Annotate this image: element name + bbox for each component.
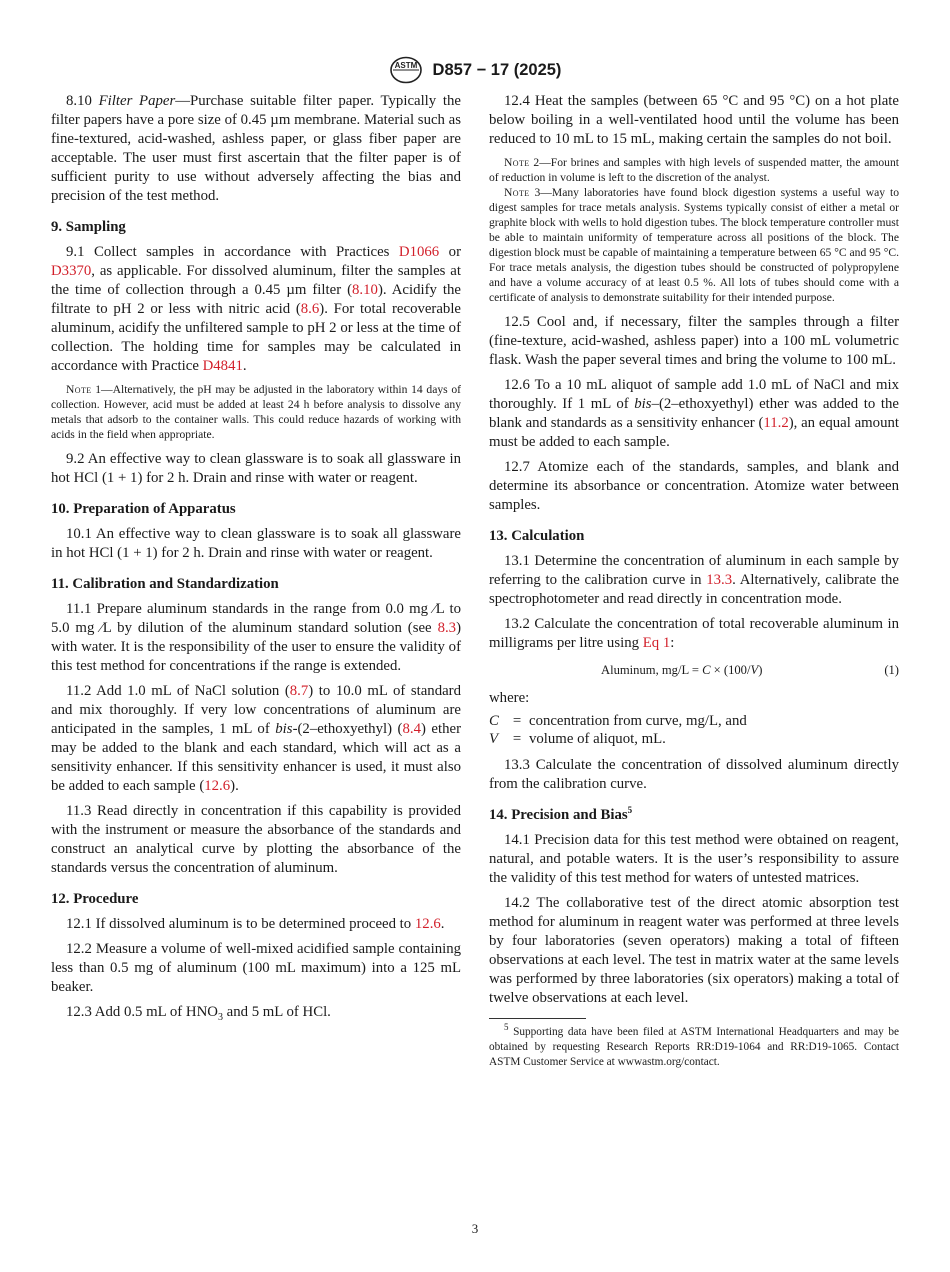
link-8-6[interactable]: 8.6 (300, 301, 320, 317)
page-number: 3 (471, 1221, 479, 1236)
paragraph-12-2: 12.2 Measure a volume of well-mixed acidified sample containing less than 0.5 mg of aluminum (100 mL maximum) into a 125 mL beaker. (51, 941, 461, 995)
paragraph-12-5: 12.5 Cool and, if necessary, filter the samples through a filter (fine-texture, acid-washed, ashless paper) into a 100 mL volumetric flask. Wash the paper several times and bring the volume to 100 mL. (489, 314, 899, 368)
note-2: Note 2—For brines and samples with high levels of suspended matter, the amount of reduction in volume is left to the discretion of the analyst. (489, 156, 899, 184)
equation-number: (1) (884, 663, 899, 677)
paragraph-12-7: 12.7 Atomize each of the standards, samples, and blank and determine its absorbance or concentration. Atomize water between samples. (489, 459, 899, 513)
paragraph-12-3: 12.3 Add 0.5 mL of $HNO_3$ and 5 mL of HCl. (66, 1004, 331, 1023)
link-12-6[interactable]: 12.6 (414, 916, 441, 932)
notes-group (489, 155, 899, 305)
paragraph-13-3: 13.3 Calculate the concentration of dissolved aluminum directly from the calibration curve. (489, 757, 899, 792)
paragraph-12-6: 12.6 To a 10 mL aliquot of sample add 1.0 mL of NaCl and mix thoroughly. If 1 mL of bis–(2–ethoxyethyl) ether was added to the blank and standards as a sensitivity enhancer (11.2), an equal amount must be added to each sample. (489, 377, 899, 450)
link-13-3[interactable]: 13.3 (706, 572, 733, 588)
section-heading-calibration: 11. Calibration and Standardization (51, 576, 279, 592)
section-heading-procedure: 12. Procedure (51, 891, 139, 907)
link-8-4[interactable]: 8.4 (402, 721, 421, 737)
link-8-10[interactable]: 8.10 (352, 282, 378, 298)
document-designation: D857 − 17 (2025) (432, 60, 562, 79)
section-heading-precision-bias: 14. Precision and Bias$^5$ (489, 805, 633, 823)
section-heading-calculation: 13. Calculation (489, 528, 585, 544)
link-d1066[interactable]: D1066 (398, 244, 440, 260)
where-label: where: (489, 690, 530, 706)
footnote-5: $^5$ Supporting data have been filed at ASTM International Headquarters and may be obtained by requesting Research Reports RR:D19-1064 and RR:D19-1065. Contact ASTM Customer Service at wwwastm.org/contact. (489, 1022, 899, 1068)
equation-1 (489, 659, 899, 681)
section-heading-apparatus: 10. Preparation of Apparatus (51, 501, 236, 517)
footnote-divider (489, 1018, 586, 1019)
left-column (51, 92, 461, 1028)
link-8-7[interactable]: 8.7 (289, 683, 309, 699)
link-11-2[interactable]: 11.2 (763, 415, 789, 431)
paragraph-12-1: 12.1 If dissolved aluminum is to be determined proceed to 12.6. (66, 916, 445, 932)
link-d3370[interactable]: D3370 (51, 263, 92, 279)
link-8-3[interactable]: 8.3 (437, 620, 457, 636)
paragraph-9-1: 9.1 Collect samples in accordance with Practices D1066 or D3370, as applicable. For dissolved aluminum, filter the samples at the time of collection through a 0.45 µm filter (8.10). Acidify the filtrate to pH 2 or less with nitric acid (8.6). For total recoverable aluminum, acidify the unfiltered sample to pH 2 or less at the time of collection. The holding time for samples may be calculated in accordance with Practice D4841. (51, 244, 461, 374)
paragraph-13-2: 13.2 Calculate the concentration of total recoverable aluminum in milligrams per litre using Eq 1: (489, 616, 899, 651)
paragraph-11-3: 11.3 Read directly in concentration if this capability is provided with the instrument or measure the absorbance of the standards and construct an analytical curve by plotting the absorbance of the standards versus the concentration of aluminum. (51, 803, 461, 876)
variable-definitions (489, 712, 899, 748)
note-3: Note 3—Many laboratories have found block digestion systems a useful way to digest samples for trace metals analysis. Systems typically consist of either a metal or graphite block with wells to hold digestion tubes. The block temperature controller must be able to maintain uniformity of temperature across all positions of the block. The digestion block must be capable of maintaining a temperature between 65 °C and 95 °C. For trace metals analysis, the digestion tubes should be constructed of polypropylene and have a volume accuracy of at least 0.5 %. All lots of tubes should come with a certificate of analysis to demonstrate suitability for their intended purpose. (489, 186, 899, 304)
paragraph-8-10: 8.10 Filter Paper—Purchase suitable filter paper. Typically the filter papers have a pore size of 0.45 µm membrane. Material such as fine-textured, acid-washed, ashless paper, or glass fiber paper are acceptable. The user must first ascertain that the filter paper is of sufficient purity to use without adversely affecting the bias and precision of the test method. (51, 93, 461, 204)
equation-body: Aluminum, mg/L = C × (100/V) (601, 663, 763, 677)
paragraph-13-1: 13.1 Determine the concentration of aluminum in each sample by referring to the calibration curve in 13.3. Alternatively, calibrate the spectrophotometer and read directly in concentration mode. (489, 553, 899, 607)
note-1: Note 1—Alternatively, the pH may be adjusted in the laboratory within 14 days of collection. However, acid must be added at least 24 h before analysis to dissolve any metals that adsorb to the container walls. This could reduce hazards of working with acids in the field when appropriate. (51, 383, 461, 441)
paragraph-9-2: 9.2 An effective way to clean glassware is to soak all glassware in hot HCl (1 + 1) for 2 h. Drain and rinse with water or reagent. (51, 451, 461, 486)
link-12-6[interactable]: 12.6 (204, 778, 231, 794)
link-d4841[interactable]: D4841 (202, 358, 243, 374)
paragraph-11-1: 11.1 Prepare aluminum standards in the range from 0.0 mg ⁄L to 5.0 mg ⁄L by dilution of the aluminum standard solution (see 8.3) with water. It is the responsibility of the user to ensure the validity of this test method for concentrations if the range is extended. (51, 601, 461, 674)
link-eq-1[interactable]: Eq 1 (642, 635, 671, 651)
paragraph-14-1: 14.1 Precision data for this test method were obtained on reagent, natural, and potable waters. It is the user’s responsibility to assure the validity of this test method for waters of untested matrices. (489, 832, 899, 886)
definition-row: C = concentration from curve, mg/L, and (489, 713, 747, 729)
paragraph-10-1: 10.1 An effective way to clean glassware is to soak all glassware in hot HCl (1 + 1) for 2 h. Drain and rinse with water or reagent. (51, 526, 461, 561)
page-header (0, 56, 950, 84)
section-heading-sampling: 9. Sampling (51, 219, 126, 235)
paragraph-11-2: 11.2 Add 1.0 mL of NaCl solution (8.7) to 10.0 mL of standard and mix thoroughly. If very low concentrations of aluminum are anticipated in the samples, 1 mL of bis-(2–ethoxyethyl) (8.4) ether may be added to the blank and each standard, which will act as a sensitivity enhancer. If this sensitivity enhancer is used, it must also be added to each sample (12.6). (51, 683, 461, 794)
paragraph-12-4: 12.4 Heat the samples (between 65 °C and 95 °C) on a hot plate below boiling in a well-ventilated hood until the volume has been reduced to 10 mL to 15 mL, making certain the samples do not boil. (489, 93, 899, 147)
definition-row: V = volume of aliquot, mL. (489, 731, 666, 747)
svg-text:ASTM: ASTM (394, 61, 417, 70)
astm-logo-icon (389, 56, 423, 84)
right-column (489, 92, 899, 1070)
paragraph-14-2: 14.2 The collaborative test of the direct atomic absorption test method for aluminum in reagent water was performed at three levels by four laboratories (seven operators) making a total of fifteen observations at each level. The test in matrix water at the same levels was performed by three laboratories (six operators) making a total of twelve observations at each level. (489, 895, 899, 1006)
